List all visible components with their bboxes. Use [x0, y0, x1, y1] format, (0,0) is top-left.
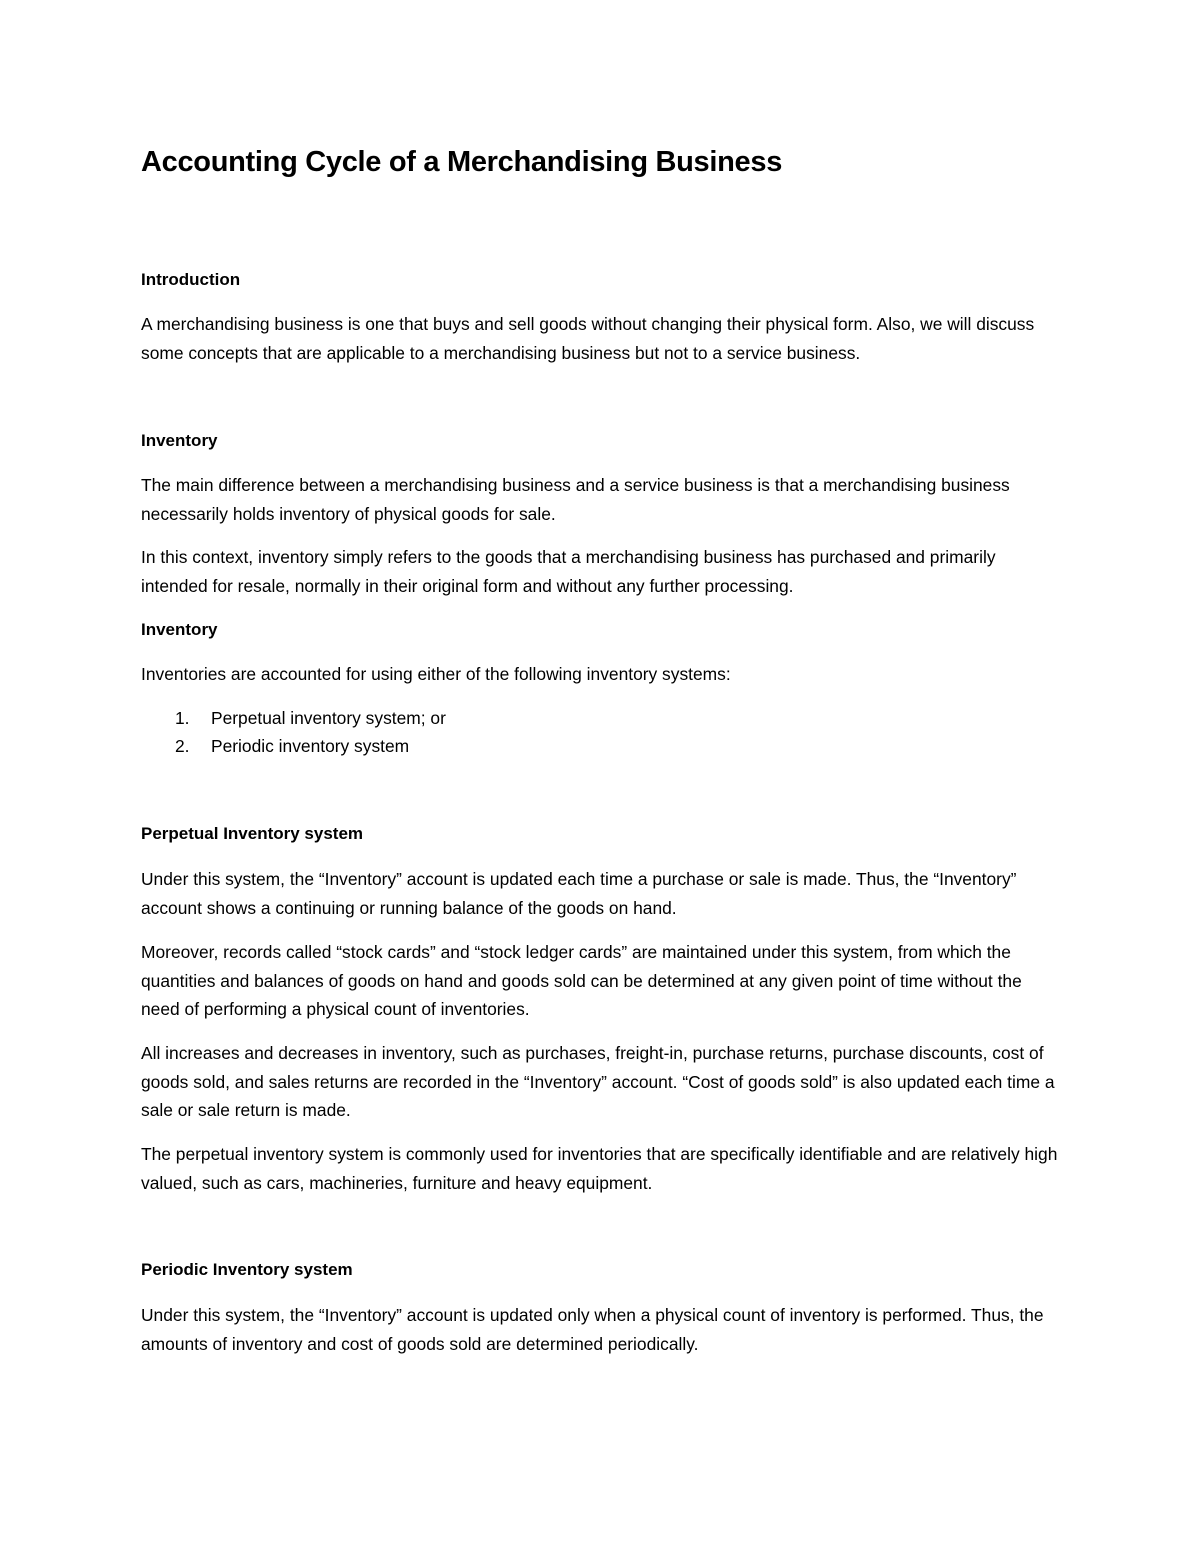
inventory-systems-list [141, 704, 1061, 760]
perpetual-paragraph-1: Under this system, the “Inventory” account is updated each time a purchase or sale is made. Thus, the “Inventory” account shows a continuing or running balance of the goods on hand. [141, 869, 1017, 918]
periodic-paragraph: Under this system, the “Inventory” account is updated only when a physical count of inventory is performed. Thus, the amounts of inventory and cost of goods sold are determined periodically. [141, 1305, 1044, 1354]
list-item [141, 704, 1061, 732]
section-heading-inventory: Inventory [141, 431, 218, 450]
inventory-paragraph-1: The main difference between a merchandising business and a service business is that a merchandising business necessarily holds inventory of physical goods for sale. [141, 475, 1010, 524]
inventory-systems-paragraph: Inventories are accounted for using either of the following inventory systems: [141, 664, 731, 684]
perpetual-paragraph-2: Moreover, records called “stock cards” and “stock ledger cards” are maintained under this system, from which the quantities and balances of goods on hand and goods sold can be determined at any given point of time without the need of performing a physical count of inventories. [141, 942, 1022, 1020]
list-item-number: 2. [175, 736, 190, 756]
section-heading-periodic: Periodic Inventory system [141, 1260, 353, 1279]
list-item-text: Perpetual inventory system; or [211, 708, 446, 728]
perpetual-paragraph-3: All increases and decreases in inventory, such as purchases, freight-in, purchase returns, purchase discounts, cost of goods sold, and sales returns are recorded in the “Inventory” account. “Cost of goods sold” is also updated each time a sale or sale return is made. [141, 1043, 1055, 1121]
list-item-number: 1. [175, 708, 190, 728]
document-title: Accounting Cycle of a Merchandising Business [141, 146, 783, 178]
introduction-paragraph: A merchandising business is one that buys and sell goods without changing their physical form. Also, we will discuss some concepts that are applicable to a merchandising business but not to a service business. [141, 314, 1035, 363]
section-heading-introduction: Introduction [141, 270, 241, 289]
inventory-paragraph-2: In this context, inventory simply refers to the goods that a merchandising business has purchased and primarily intended for resale, normally in their original form and without any further processing. [141, 547, 996, 596]
list-item-text: Periodic inventory system [211, 736, 410, 756]
section-heading-perpetual: Perpetual Inventory system [141, 824, 364, 843]
section-heading-inventory-systems: Inventory [141, 620, 218, 639]
perpetual-paragraph-4: The perpetual inventory system is commonly used for inventories that are specifically identifiable and are relatively high valued, such as cars, machineries, furniture and heavy equipment. [141, 1144, 1058, 1193]
list-item [141, 732, 1061, 760]
